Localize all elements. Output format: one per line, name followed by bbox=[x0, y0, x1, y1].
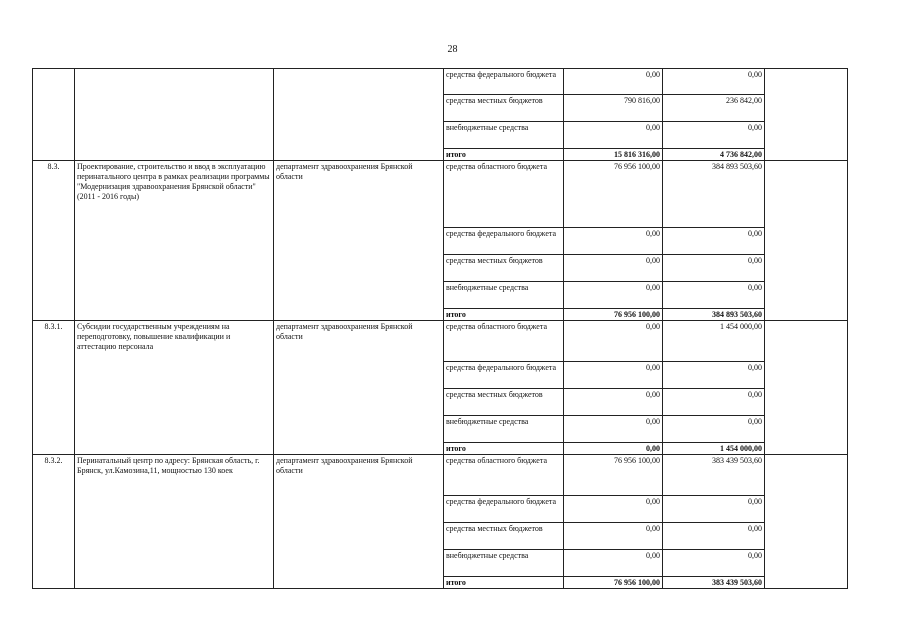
total-amount-cell: 1 454 000,00 bbox=[663, 443, 765, 455]
amount-cell: 384 893 503,60 bbox=[663, 161, 765, 228]
fund-label: средства местных бюджетов bbox=[444, 255, 564, 282]
note-cell bbox=[765, 69, 848, 161]
total-amount-cell: 384 893 503,60 bbox=[663, 309, 765, 321]
amount-cell: 236 842,00 bbox=[663, 95, 765, 122]
amount-cell: 0,00 bbox=[564, 389, 663, 416]
budget-table bbox=[32, 68, 848, 589]
fund-label: средства федерального бюджета bbox=[444, 362, 564, 389]
amount-cell: 0,00 bbox=[564, 416, 663, 443]
total-amount-cell: 76 956 100,00 bbox=[564, 577, 663, 589]
note-cell bbox=[765, 455, 848, 589]
fund-label: средства местных бюджетов bbox=[444, 523, 564, 550]
amount-cell: 0,00 bbox=[663, 362, 765, 389]
amount-cell: 0,00 bbox=[663, 255, 765, 282]
page-number: 28 bbox=[447, 44, 458, 55]
note-cell bbox=[765, 161, 848, 321]
fund-label: внебюджетные средства bbox=[444, 550, 564, 577]
total-amount-cell: 4 736 842,00 bbox=[663, 149, 765, 161]
amount-cell: 1 454 000,00 bbox=[663, 321, 765, 362]
fund-label: внебюджетные средства bbox=[444, 416, 564, 443]
amount-cell: 76 956 100,00 bbox=[564, 455, 663, 496]
item-code: 8.3.1. bbox=[33, 321, 75, 455]
item-name: Перинатальный центр по адресу: Брянская область, г. Брянск, ул.Камозина,11, мощностью 130 коек bbox=[75, 455, 274, 589]
amount-cell: 0,00 bbox=[564, 255, 663, 282]
amount-cell: 0,00 bbox=[663, 282, 765, 309]
amount-cell: 0,00 bbox=[564, 321, 663, 362]
amount-cell: 0,00 bbox=[663, 550, 765, 577]
table-row bbox=[33, 161, 848, 228]
total-amount-cell: 76 956 100,00 bbox=[564, 309, 663, 321]
table-row bbox=[33, 321, 848, 362]
amount-cell: 0,00 bbox=[663, 389, 765, 416]
amount-cell: 0,00 bbox=[663, 496, 765, 523]
fund-label: средства областного бюджета bbox=[444, 321, 564, 362]
fund-label: средства федерального бюджета bbox=[444, 496, 564, 523]
fund-label: внебюджетные средства bbox=[444, 282, 564, 309]
total-amount-cell: 0,00 bbox=[564, 443, 663, 455]
item-code: 8.3. bbox=[33, 161, 75, 321]
amount-cell: 0,00 bbox=[564, 228, 663, 255]
amount-cell: 0,00 bbox=[564, 69, 663, 95]
item-executor: департамент здравоохранения Брянской области bbox=[274, 321, 444, 455]
total-label: итого bbox=[444, 443, 564, 455]
fund-label: средства местных бюджетов bbox=[444, 95, 564, 122]
item-executor: департамент здравоохранения Брянской области bbox=[274, 161, 444, 321]
amount-cell: 0,00 bbox=[564, 550, 663, 577]
total-label: итого bbox=[444, 149, 564, 161]
fund-label: средства местных бюджетов bbox=[444, 389, 564, 416]
amount-cell: 76 956 100,00 bbox=[564, 161, 663, 228]
amount-cell: 0,00 bbox=[663, 416, 765, 443]
item-name: Проектирование, строительство и ввод в эксплуатацию перинатального центра в рамках реализации программы "Модернизация здравоохранения Брянской области" (2011 - 2016 годы) bbox=[75, 161, 274, 321]
amount-cell: 790 816,00 bbox=[564, 95, 663, 122]
note-cell bbox=[765, 321, 848, 455]
executor-cell bbox=[274, 69, 444, 161]
fund-label: средства федерального бюджета bbox=[444, 69, 564, 95]
total-amount-cell: 15 816 316,00 bbox=[564, 149, 663, 161]
total-amount-cell: 383 439 503,60 bbox=[663, 577, 765, 589]
amount-cell: 0,00 bbox=[564, 362, 663, 389]
amount-cell: 0,00 bbox=[663, 122, 765, 149]
amount-cell: 0,00 bbox=[564, 122, 663, 149]
fund-label: средства областного бюджета bbox=[444, 455, 564, 496]
item-executor: департамент здравоохранения Брянской области bbox=[274, 455, 444, 589]
fund-label: средства областного бюджета bbox=[444, 161, 564, 228]
name-cell bbox=[75, 69, 274, 161]
total-label: итого bbox=[444, 577, 564, 589]
fund-label: внебюджетные средства bbox=[444, 122, 564, 149]
code-cell bbox=[33, 69, 75, 161]
amount-cell: 0,00 bbox=[663, 69, 765, 95]
amount-cell: 0,00 bbox=[663, 523, 765, 550]
table-row bbox=[33, 69, 848, 95]
item-code: 8.3.2. bbox=[33, 455, 75, 589]
amount-cell: 0,00 bbox=[564, 496, 663, 523]
table-row bbox=[33, 455, 848, 496]
item-name: Субсидии государственным учреждениям на переподготовку, повышение квалификации и аттестацию персонала bbox=[75, 321, 274, 455]
amount-cell: 0,00 bbox=[663, 228, 765, 255]
fund-label: средства федерального бюджета bbox=[444, 228, 564, 255]
total-label: итого bbox=[444, 309, 564, 321]
amount-cell: 0,00 bbox=[564, 523, 663, 550]
amount-cell: 0,00 bbox=[564, 282, 663, 309]
amount-cell: 383 439 503,60 bbox=[663, 455, 765, 496]
